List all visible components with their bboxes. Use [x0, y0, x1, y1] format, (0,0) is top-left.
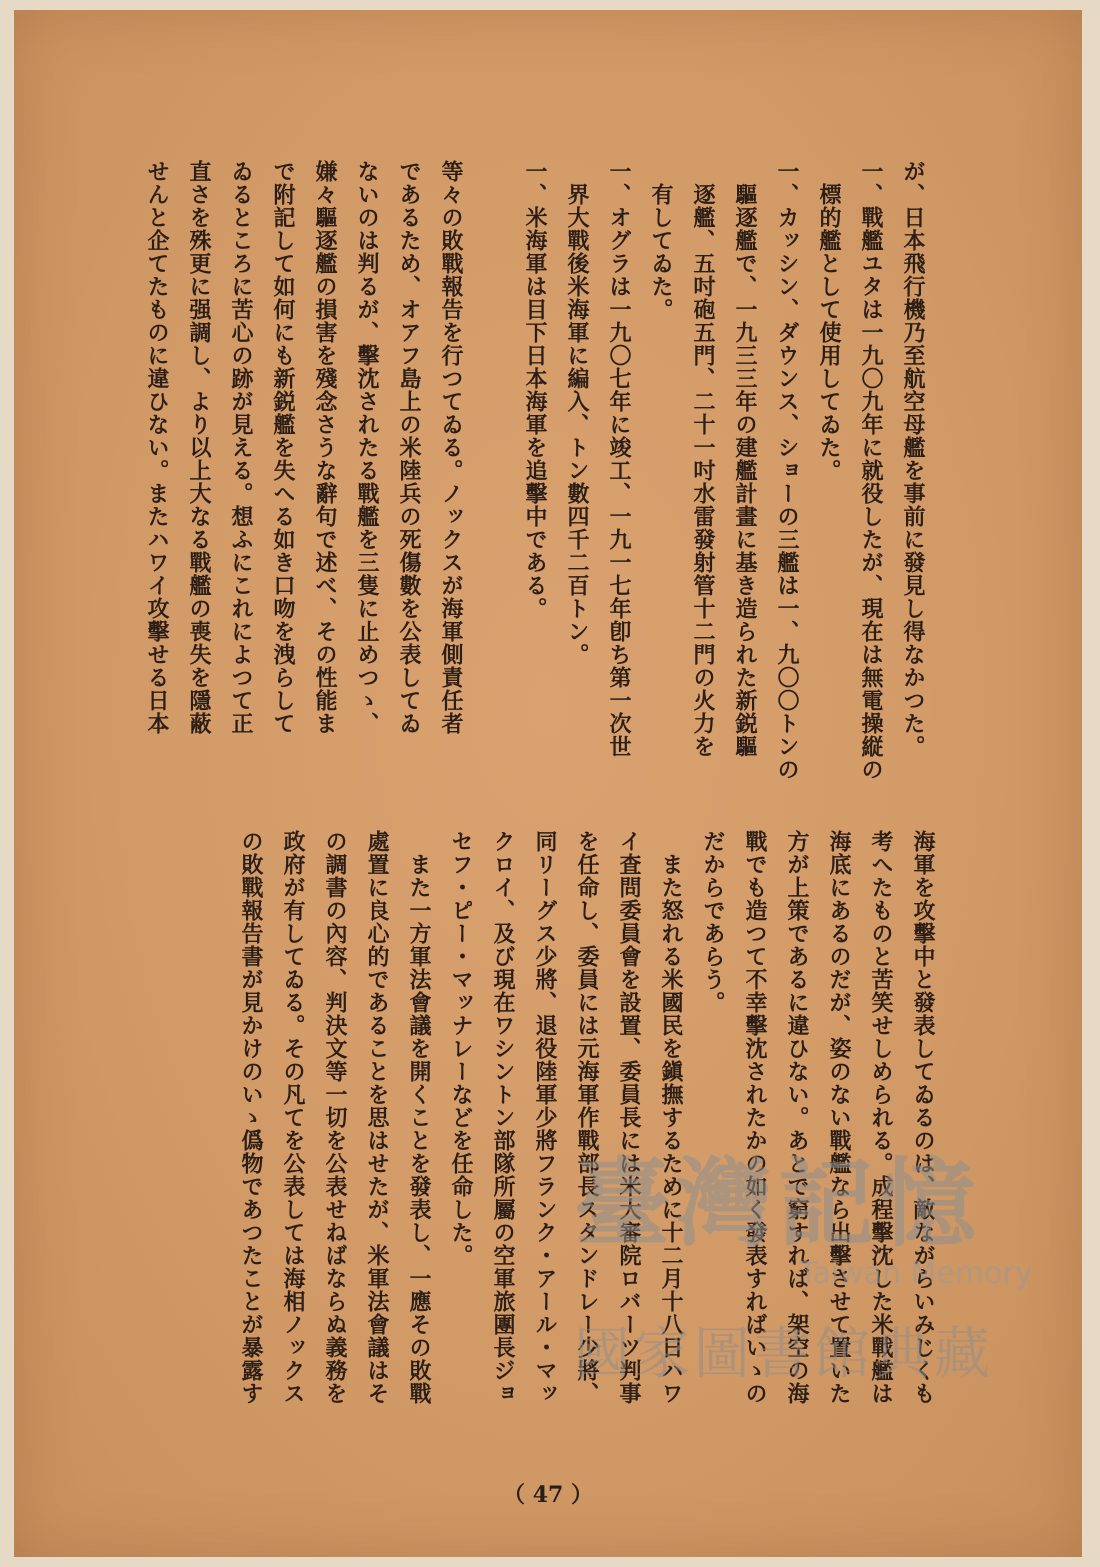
text-column: 考へたものと苦笑せしめられる。成程擊沈した米戰艦は — [868, 830, 893, 1405]
text-column: 一、米海軍は目下日本海軍を追擊中である。 — [522, 160, 547, 620]
watermark-english: Taiwan Memory — [799, 1256, 1033, 1291]
text-column: が、日本飛行機乃至航空母艦を事前に發見し得なかつた。 — [900, 160, 925, 758]
text-column: 驅逐艦で、一九三三年の建艦計畫に基き造られた新鋭驅 — [732, 160, 757, 758]
text-column: 一、戰艦ユタは一九〇九年に就役したが、現在は無電操縦の — [858, 160, 883, 781]
document-page — [14, 10, 1082, 1557]
text-column: 同リーグス少將、退役陸軍少將フランク・アール・マッ — [532, 830, 557, 1405]
text-column: 戰でも造つて不幸擊沈されたかの如く發表すればいゝの — [742, 830, 767, 1405]
text-column: 政府が有してゐる。その凡てを公表しては海相ノックス — [280, 830, 305, 1405]
text-column: 界大戰後米海軍に編入、トン數四千二百トン。 — [564, 160, 589, 666]
text-column: 等々の敗戰報告を行つてゐる。ノックスが海軍側責任者 — [438, 160, 463, 735]
text-column: 直さを殊更に强調し、より以上大なる戰艦の喪失を隱蔽 — [186, 160, 211, 735]
text-column: 標的艦として使用してゐた。 — [816, 160, 841, 482]
text-column: 方が上策であるに違ひない。あとで窮すれば、架空の海 — [784, 830, 809, 1405]
text-column: を任命し、委員には元海軍作戰部長スタンドレー少將、 — [574, 830, 599, 1405]
text-column: 一、オグラは一九〇七年に竣工、一九一七年卽ち第一次世 — [606, 160, 631, 758]
text-column: せんと企てたものに違ひない。またハワイ攻擊せる日本 — [144, 160, 169, 735]
text-column: クロイ、及び現在ワシントン部隊所屬の空軍旅團長ジョ — [490, 830, 515, 1405]
text-column: また怒れる米國民を鎭撫するために十二月十八日ハワ — [658, 830, 683, 1405]
text-column: 一、カッシン、ダウンス、ショーの三艦は一、九〇〇トンの — [774, 160, 799, 781]
text-column: セフ・ピー・マッナレーなどを任命した。 — [448, 830, 473, 1267]
page-number: （ 47 ） — [503, 1482, 593, 1508]
text-column: イ査問委員會を設置、委員長には米大審院ロバーツ判事 — [616, 830, 641, 1405]
text-column: 有してゐた。 — [648, 160, 673, 321]
text-column: 嫌々驅逐艦の損害を殘念さうな辭句で述べ、その性能ま — [312, 160, 337, 735]
text-column: ゐるところに苦心の跡が見える。想ふにこれによつて正 — [228, 160, 253, 735]
text-column: 逐艦、五吋砲五門、二十一吋水雷發射管十二門の火力を — [690, 160, 715, 758]
text-column: 處置に良心的であることを思はせたが、米軍法會議はそ — [364, 830, 389, 1405]
text-column: の調書の內容、判決文等一切を公表せねばならぬ義務を — [322, 830, 347, 1405]
watermark-logo-text: 臺灣記憶 — [574, 1147, 982, 1260]
text-column: また一方軍法會議を開くことを發表し、一應その敗戰 — [406, 830, 431, 1405]
text-column: 海底にあるのだが、姿のない戰艦なら出擊させて置いた — [826, 830, 851, 1405]
top-text-block — [134, 160, 932, 800]
text-column: の敗戰報告書が見かけのいゝ僞物であつたことが暴露す — [238, 830, 263, 1405]
watermark-library: 國家圖書館典藏 — [574, 1322, 994, 1387]
text-column: だからであらう。 — [700, 830, 725, 1014]
text-column: で附記して如何にも新鋭艦を失へる如き口吻を洩らして — [270, 160, 295, 735]
text-column: であるため、オアフ島上の米陸兵の死傷數を公表してゐ — [396, 160, 421, 735]
bottom-text-block — [228, 830, 942, 1470]
text-column: 海軍を攻擊中と發表してゐるのは、敵ながらいみじくも — [910, 830, 935, 1405]
text-column: ないのは判るが、擊沈されたる戰艦を三隻に止めつゝ、 — [354, 160, 379, 735]
